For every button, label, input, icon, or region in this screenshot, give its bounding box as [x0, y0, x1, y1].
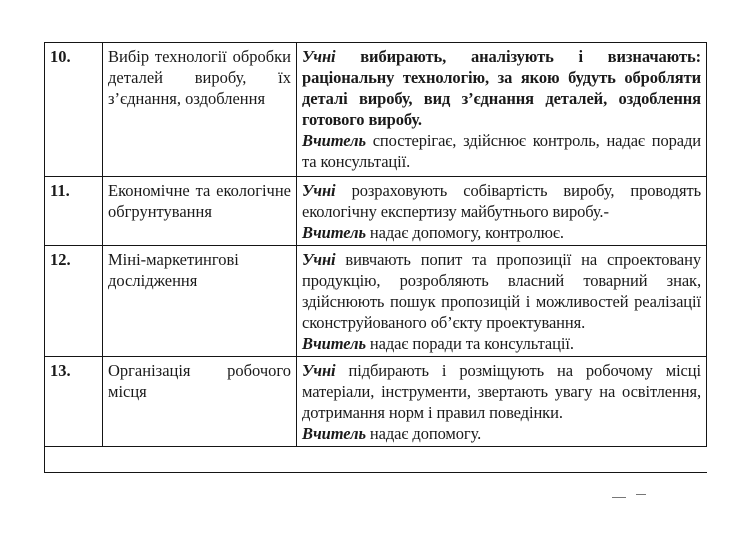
row-number: 10.	[45, 43, 103, 177]
students-role: Учні	[302, 361, 336, 380]
table-row	[45, 177, 707, 246]
teacher-line	[302, 222, 701, 243]
row-number: 11.	[45, 177, 103, 246]
students-activity: вибирають, аналізують і визначають: раціональну технологію, за якою будуть обробляти деталі виробу, вид з’єднання деталей, оздоблення готового виробу.	[302, 47, 701, 129]
teacher-role: Вчитель	[302, 223, 366, 242]
teacher-line	[302, 423, 701, 444]
teacher-activity: надає допомогу, контролює.	[369, 223, 564, 242]
row-number: 12.	[45, 246, 103, 357]
activity-table	[44, 42, 707, 473]
empty-cell	[45, 447, 103, 473]
students-activity: вивчають попит та пропозиції на спроектовану продукцію, розробляють власний товарний знак, здійснюють пошук пропозицій і можливостей реалізації сконструйованого об’єкту проектування.	[302, 250, 701, 332]
teacher-activity: надає поради та консультації.	[369, 334, 574, 353]
row-number: 13.	[45, 357, 103, 447]
students-activity: розраховують собівартість виробу, проводять екологічну експертизу майбутнього виробу.-	[302, 181, 702, 221]
stage-name: Організація робочого місця	[103, 357, 297, 447]
scan-speck	[636, 494, 646, 495]
teacher-activity: надає допомогу.	[369, 424, 482, 443]
table-row	[45, 357, 707, 447]
teacher-role: Вчитель	[302, 334, 366, 353]
students-role: Учні	[302, 250, 336, 269]
students-role: Учні	[302, 181, 336, 200]
table-row	[45, 246, 707, 357]
teacher-line	[302, 333, 701, 354]
teacher-role: Вчитель	[302, 424, 366, 443]
activity-description	[297, 357, 707, 447]
empty-cell	[297, 447, 707, 473]
table-row	[45, 447, 707, 473]
teacher-line	[302, 130, 701, 172]
students-activity: підбирають і розміщують на робочому місці матеріали, інструменти, звертають увагу на освітлення, дотримання норм і правил поведінки.	[302, 361, 701, 422]
activity-description	[297, 177, 707, 246]
stage-name: Міні-маркетингові дослідження	[103, 246, 297, 357]
scan-speck	[612, 497, 626, 498]
teacher-activity: спостерігає, здійснює контроль, надає поради та консультації.	[302, 131, 701, 171]
stage-name: Економічне та екологічне обгрунтування	[103, 177, 297, 246]
stage-name: Вибір технології обробки деталей виробу, їх з’єднання, оздоблення	[103, 43, 297, 177]
activity-description	[297, 43, 707, 177]
students-role: Учні	[302, 47, 336, 66]
teacher-role: Вчитель	[302, 131, 366, 150]
table-row	[45, 43, 707, 177]
activity-description	[297, 246, 707, 357]
empty-cell	[103, 447, 297, 473]
